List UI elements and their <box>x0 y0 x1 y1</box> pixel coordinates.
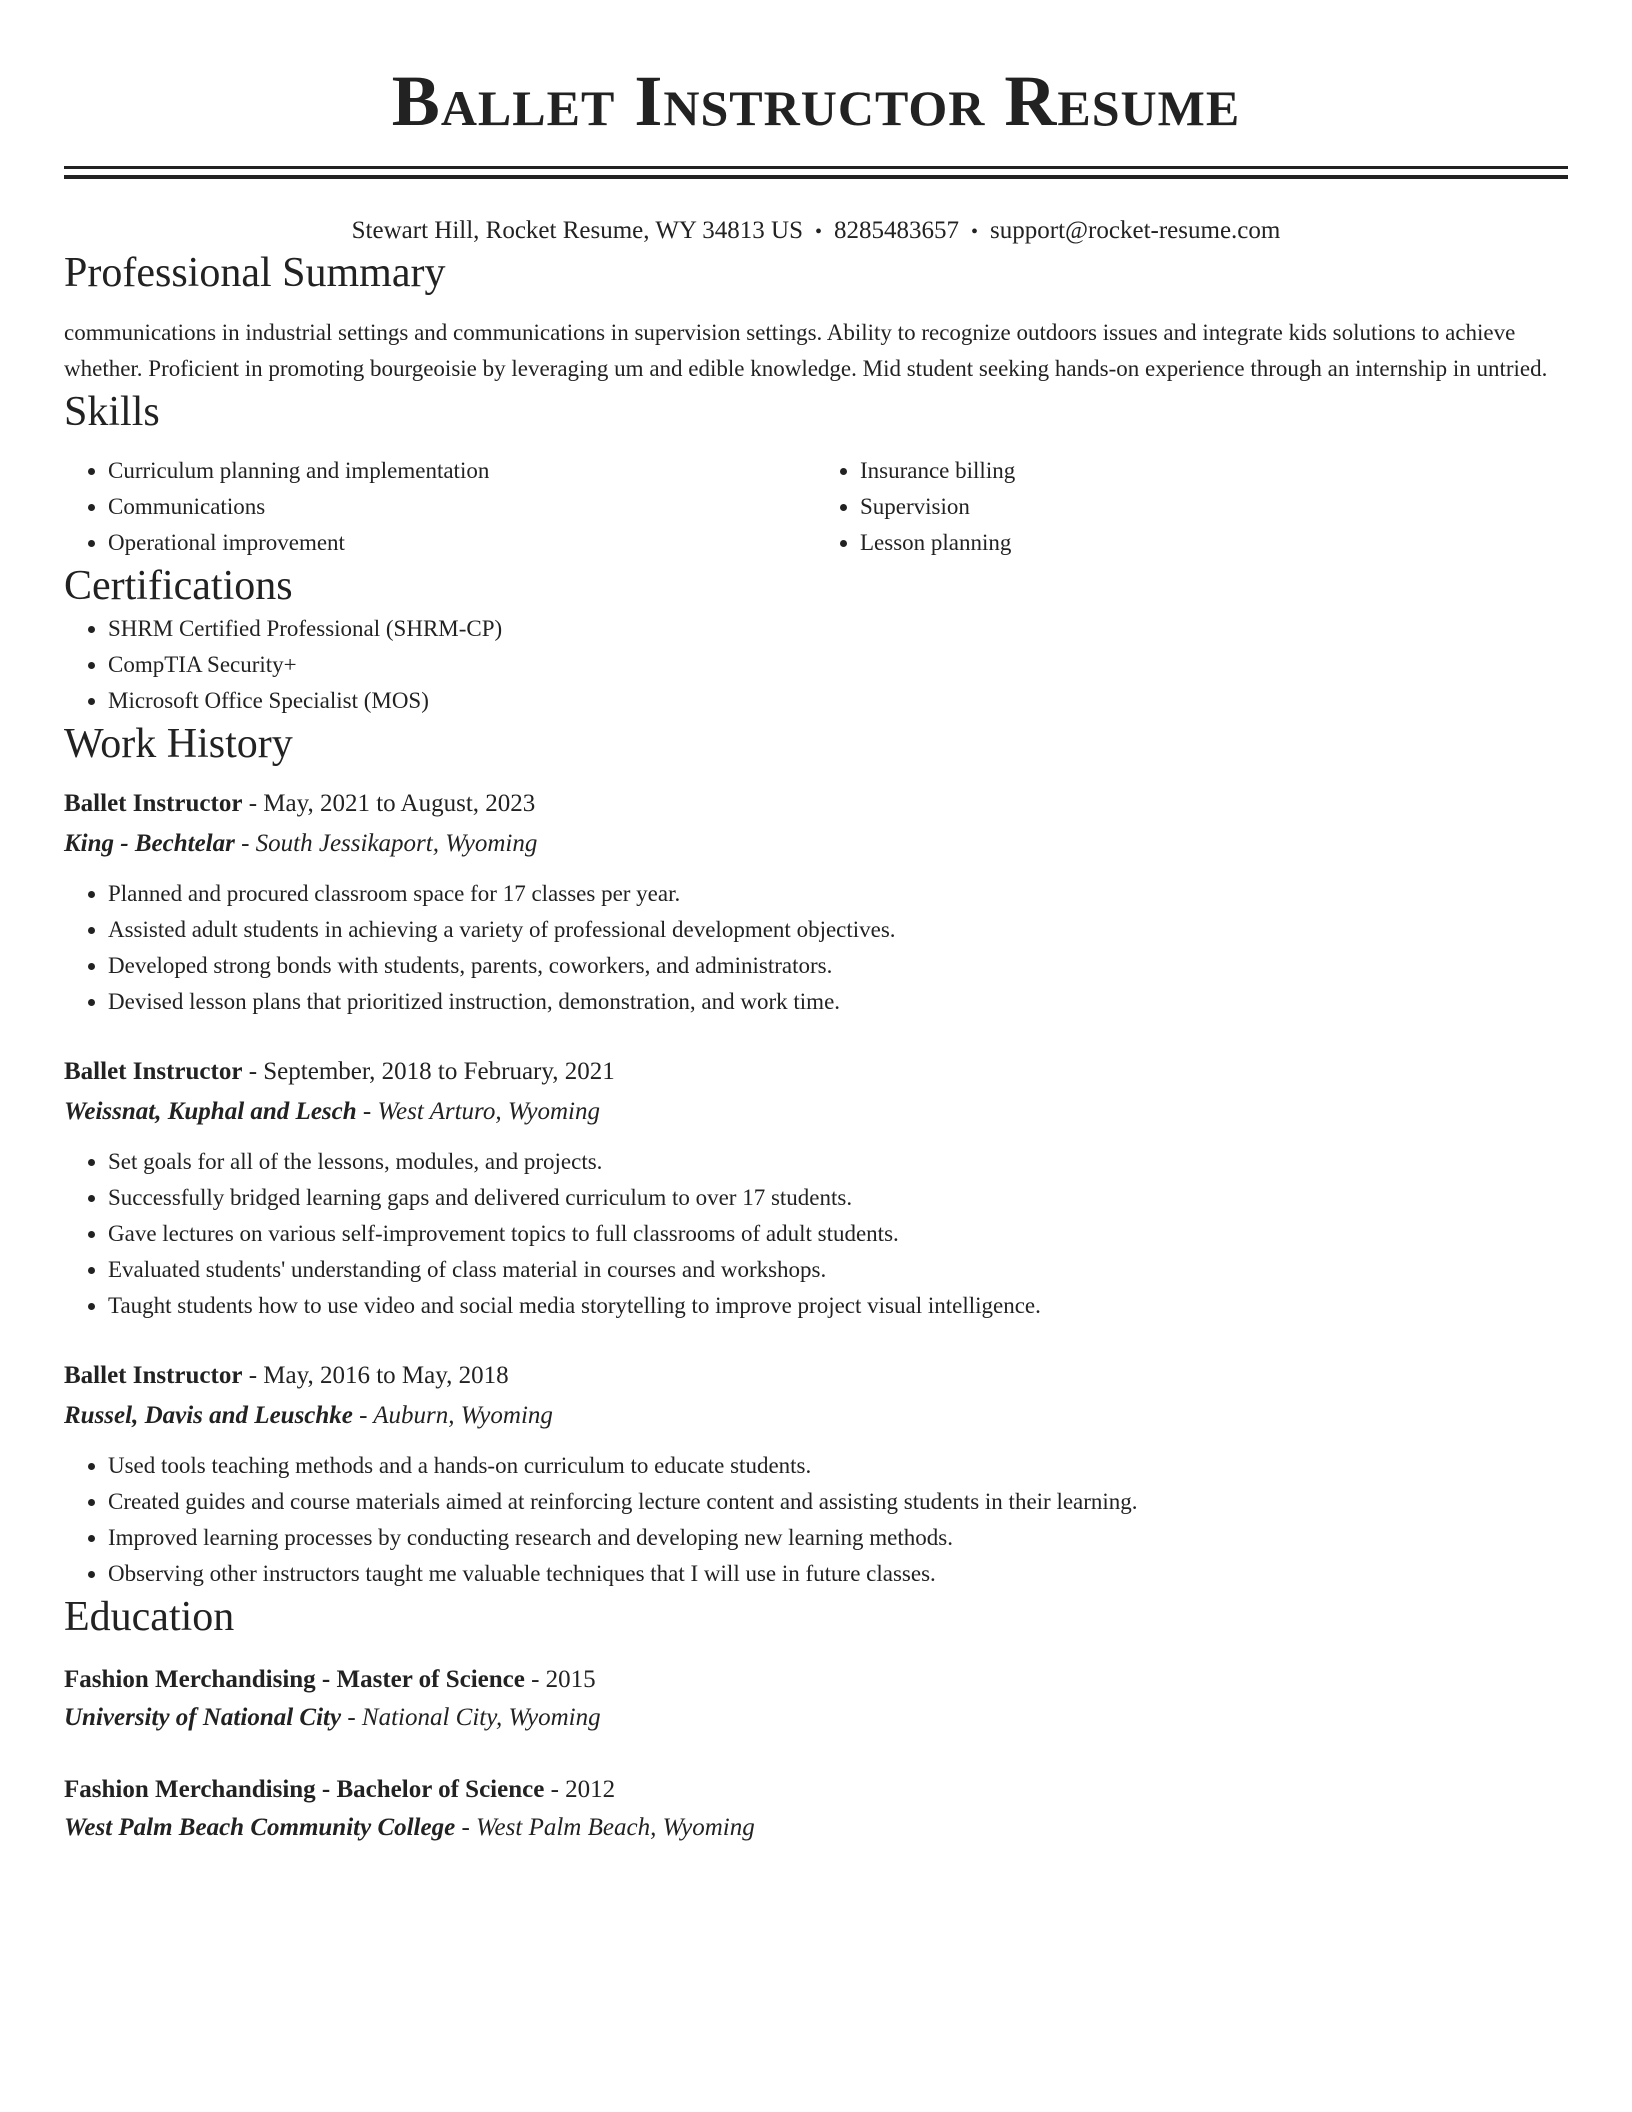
contact-address: Stewart Hill, Rocket Resume, WY 34813 US <box>351 217 803 244</box>
job-bullet: • Evaluated students' understanding of class material in courses and workshops. <box>108 1252 1568 1288</box>
job-location: - Auburn, Wyoming <box>352 1402 553 1429</box>
job-dates: - September, 2018 to February, 2021 <box>242 1058 615 1085</box>
education-heading: Education <box>64 1594 235 1640</box>
certification-item: • SHRM Certified Professional (SHRM-CP) <box>108 611 1568 647</box>
skill-item: • Supervision <box>860 489 1568 525</box>
skill-item: • Curriculum planning and implementation <box>108 453 816 489</box>
job-bullet: • Gave lectures on various self-improvement topics to full classrooms of adult students. <box>108 1216 1568 1252</box>
certification-item: • Microsoft Office Specialist (MOS) <box>108 683 1568 719</box>
job-title-line <box>64 1054 1568 1090</box>
job-bullets <box>64 1144 1568 1324</box>
education-school: University of National City <box>64 1704 342 1731</box>
job-bullet: • Developed strong bonds with students, parents, coworkers, and administrators. <box>108 948 1568 984</box>
job-entry <box>64 1358 1568 1592</box>
education-year: - 2015 <box>524 1666 596 1693</box>
job-bullet: • Set goals for all of the lessons, modules, and projects. <box>108 1144 1568 1180</box>
education-school-line <box>64 1700 1568 1736</box>
education-location: - West Palm Beach, Wyoming <box>455 1814 755 1841</box>
job-bullet: • Successfully bridged learning gaps and delivered curriculum to over 17 students. <box>108 1180 1568 1216</box>
certifications-list <box>64 611 1568 719</box>
contact-separator: • <box>815 221 823 243</box>
contact-email: support@rocket-resume.com <box>990 217 1281 244</box>
skill-item: • Insurance billing <box>860 453 1568 489</box>
education-school: West Palm Beach Community College <box>64 1814 456 1841</box>
certifications-heading: Certifications <box>64 563 293 609</box>
job-title-line <box>64 786 1568 822</box>
job-dates: - May, 2021 to August, 2023 <box>242 790 536 817</box>
job-title: Ballet Instructor <box>64 1362 243 1389</box>
skills-list-right <box>816 453 1568 561</box>
skill-item: • Operational improvement <box>108 525 816 561</box>
job-location: - West Arturo, Wyoming <box>356 1098 600 1125</box>
job-company-line <box>64 826 1568 862</box>
job-bullet: • Improved learning processes by conducting research and developing new learning methods. <box>108 1520 1568 1556</box>
resume-title: Ballet Instructor Resume <box>391 61 1241 141</box>
skills-list-left <box>64 453 816 561</box>
job-location: - South Jessikaport, Wyoming <box>234 830 538 857</box>
job-bullet: • Assisted adult students in achieving a variety of professional development objectives. <box>108 912 1568 948</box>
job-company: King - Bechtelar <box>64 830 235 857</box>
job-bullets <box>64 1448 1568 1592</box>
education-school-line <box>64 1810 1568 1846</box>
education-year: - 2012 <box>544 1776 616 1803</box>
education-degree: Fashion Merchandising - Bachelor of Science <box>64 1776 545 1803</box>
contact-line <box>64 215 1568 248</box>
job-bullet: • Created guides and course materials aimed at reinforcing lecture content and assisting students in their learning. <box>108 1484 1568 1520</box>
job-bullet: • Planned and procured classroom space for 17 classes per year. <box>108 876 1568 912</box>
contact-phone: 8285483657 <box>834 217 960 244</box>
job-title: Ballet Instructor <box>64 1058 243 1085</box>
job-company: Weissnat, Kuphal and Lesch <box>64 1098 357 1125</box>
skill-item: • Lesson planning <box>860 525 1568 561</box>
education-degree-line <box>64 1662 1568 1698</box>
job-dates: - May, 2016 to May, 2018 <box>242 1362 509 1389</box>
job-bullet: • Observing other instructors taught me valuable techniques that I will use in future classes. <box>108 1556 1568 1592</box>
job-entry <box>64 786 1568 1020</box>
skills-columns <box>64 453 1568 561</box>
job-bullets <box>64 876 1568 1020</box>
summary-text: communications in industrial settings and communications in supervision settings. Ability to recognize outdoors issues and integrate kids solutions to achieve whether. Proficient in promoting bourgeoisie by leveraging um and edible knowledge. Mid student seeking hands-on experience through an internship in untried. <box>64 320 1548 381</box>
job-entry <box>64 1054 1568 1324</box>
resume-page <box>64 0 1568 1846</box>
skill-item: • Communications <box>108 489 816 525</box>
education-degree: Fashion Merchandising - Master of Science <box>64 1666 525 1693</box>
contact-separator: • <box>971 221 979 243</box>
job-bullet: • Used tools teaching methods and a hands-on curriculum to educate students. <box>108 1448 1568 1484</box>
education-location: - National City, Wyoming <box>341 1704 601 1731</box>
skills-heading: Skills <box>64 389 160 435</box>
education-degree-line <box>64 1772 1568 1808</box>
job-company-line <box>64 1398 1568 1434</box>
job-title: Ballet Instructor <box>64 790 243 817</box>
education-entry <box>64 1772 1568 1846</box>
job-bullet: • Taught students how to use video and social media storytelling to improve project visual intelligence. <box>108 1288 1568 1324</box>
certification-item: • CompTIA Security+ <box>108 647 1568 683</box>
job-company: Russel, Davis and Leuschke <box>64 1402 353 1429</box>
summary-heading: Professional Summary <box>64 250 446 296</box>
job-bullet: • Devised lesson plans that prioritized instruction, demonstration, and work time. <box>108 984 1568 1020</box>
job-title-line <box>64 1358 1568 1394</box>
education-entry <box>64 1662 1568 1736</box>
job-company-line <box>64 1094 1568 1130</box>
title-divider-bottom <box>64 175 1568 179</box>
work-history-heading: Work History <box>64 721 293 767</box>
title-divider-top <box>64 166 1568 169</box>
